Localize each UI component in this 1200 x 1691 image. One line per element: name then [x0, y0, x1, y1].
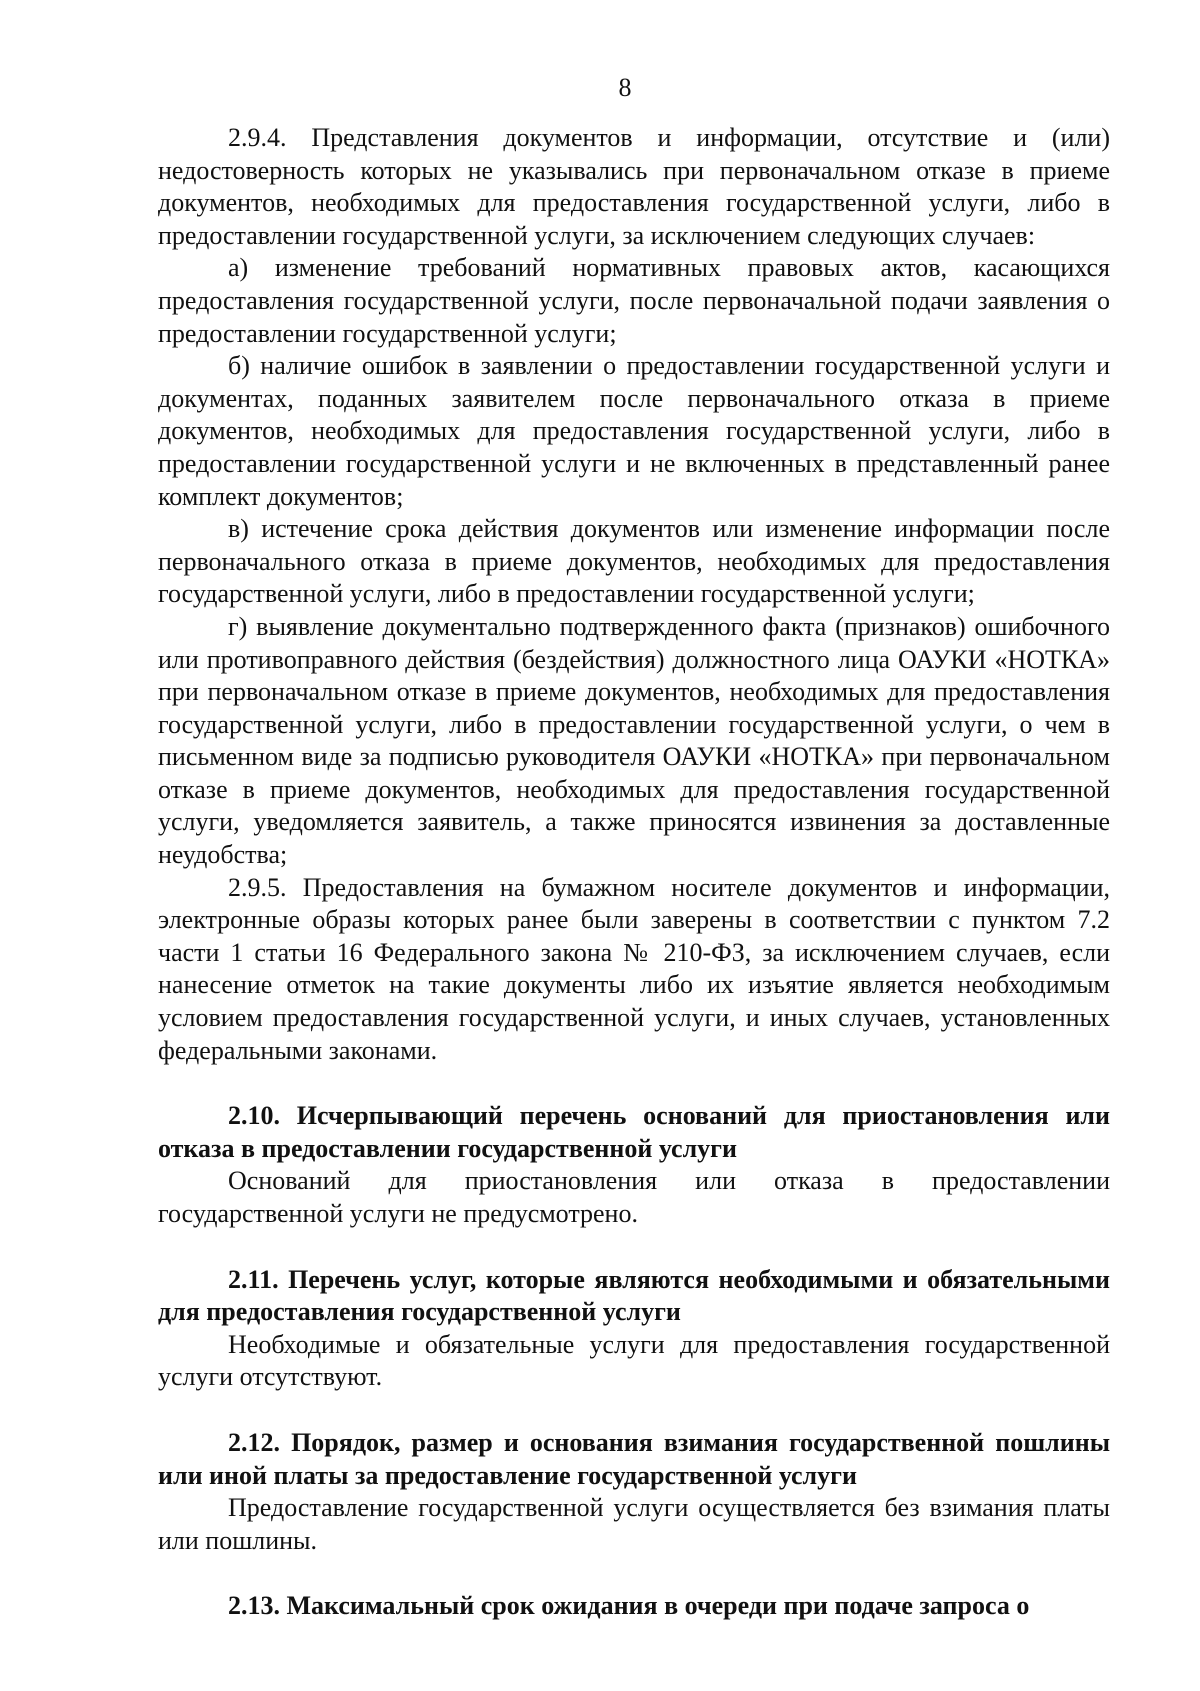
section-heading-2-10: 2.10. Исчерпывающий перечень оснований для приостановления или отказа в предоставлении государственной услуги: [158, 1101, 1110, 1163]
section-heading-2-11: 2.11. Перечень услуг, которые являются необходимыми и обязательными для предоставления государственной услуги: [158, 1264, 1110, 1327]
section-heading-2-13: 2.13. Максимальный срок ожидания в очереди при подаче запроса о: [228, 1591, 1030, 1621]
paragraph-item-v: в) истечение срока действия документов или изменение информации после первоначального отказа в приеме документов, необходимых для предоставления государственной услуги, либо в предоставлении государственной услуги;: [158, 514, 1110, 609]
section-body-2-10: Оснований для приостановления или отказа в предоставлении государственной услуги не предусмотрено.: [158, 1166, 1110, 1228]
page-number: 8: [618, 73, 632, 102]
section-heading-2-12: 2.12. Порядок, размер и основания взимания государственной пошлины или иной платы за предоставление государственной услуги: [158, 1427, 1110, 1490]
section-spacer: [158, 1231, 1110, 1264]
paragraph-item-b: б) наличие ошибок в заявлении о предоставлении государственной услуги и документах, поданных заявителем после первоначального отказа в приеме документов, необходимых для предоставления государственной услуги, либо в предоставлении государственной услуги и не включенных в представленный ранее комплект документов;: [158, 351, 1110, 511]
section-body-2-12: Предоставление государственной услуги осуществляется без взимания платы или пошлины.: [158, 1493, 1110, 1555]
section-spacer: [158, 1394, 1110, 1427]
paragraph-2-9-4: 2.9.4. Представления документов и информации, отсутствие и (или) недостоверность которых не указывались при первоначальном отказе в приеме документов, необходимых для предоставления государственной услуги, либо в предоставлении государственной услуги, за исключением следующих случаев:: [158, 123, 1110, 250]
paragraph-2-9-5: 2.9.5. Предоставления на бумажном носителе документов и информации, электронные образы которых ранее были заверены в соответствии с пунктом 7.2 части 1 статьи 16 Федерального закона № 210-ФЗ, за исключением случаев, если нанесение отметок на такие документы либо их изъятие является необходимым условием предоставления государственной услуги, и иных случаев, установленных федеральными законами.: [158, 872, 1110, 1065]
paragraph-item-a: а) изменение требований нормативных правовых актов, касающихся предоставления государственной услуги, после первоначальной подачи заявления о предоставлении государственной услуги;: [158, 253, 1110, 348]
section-spacer: [158, 1067, 1110, 1100]
section-spacer: [158, 1557, 1110, 1590]
section-body-2-11: Необходимые и обязательные услуги для предоставления государственной услуги отсутствуют.: [158, 1329, 1110, 1392]
paragraph-item-g: г) выявление документально подтвержденного факта (признаков) ошибочного или противоправного действия (бездействия) должностного лица ОАУКИ «НОТКА» при первоначальном отказе в приеме документов, необходимых для предоставления государственной услуги, либо в предоставлении государственной услуги, о чем в письменном виде за подписью руководителя ОАУКИ «НОТКА» при первоначальном отказе в приеме документов, необходимых для предоставления государственной услуги, уведомляется заявитель, а также приносятся извинения за доставленные неудобства;: [158, 611, 1110, 870]
document-body: [158, 122, 1110, 1623]
